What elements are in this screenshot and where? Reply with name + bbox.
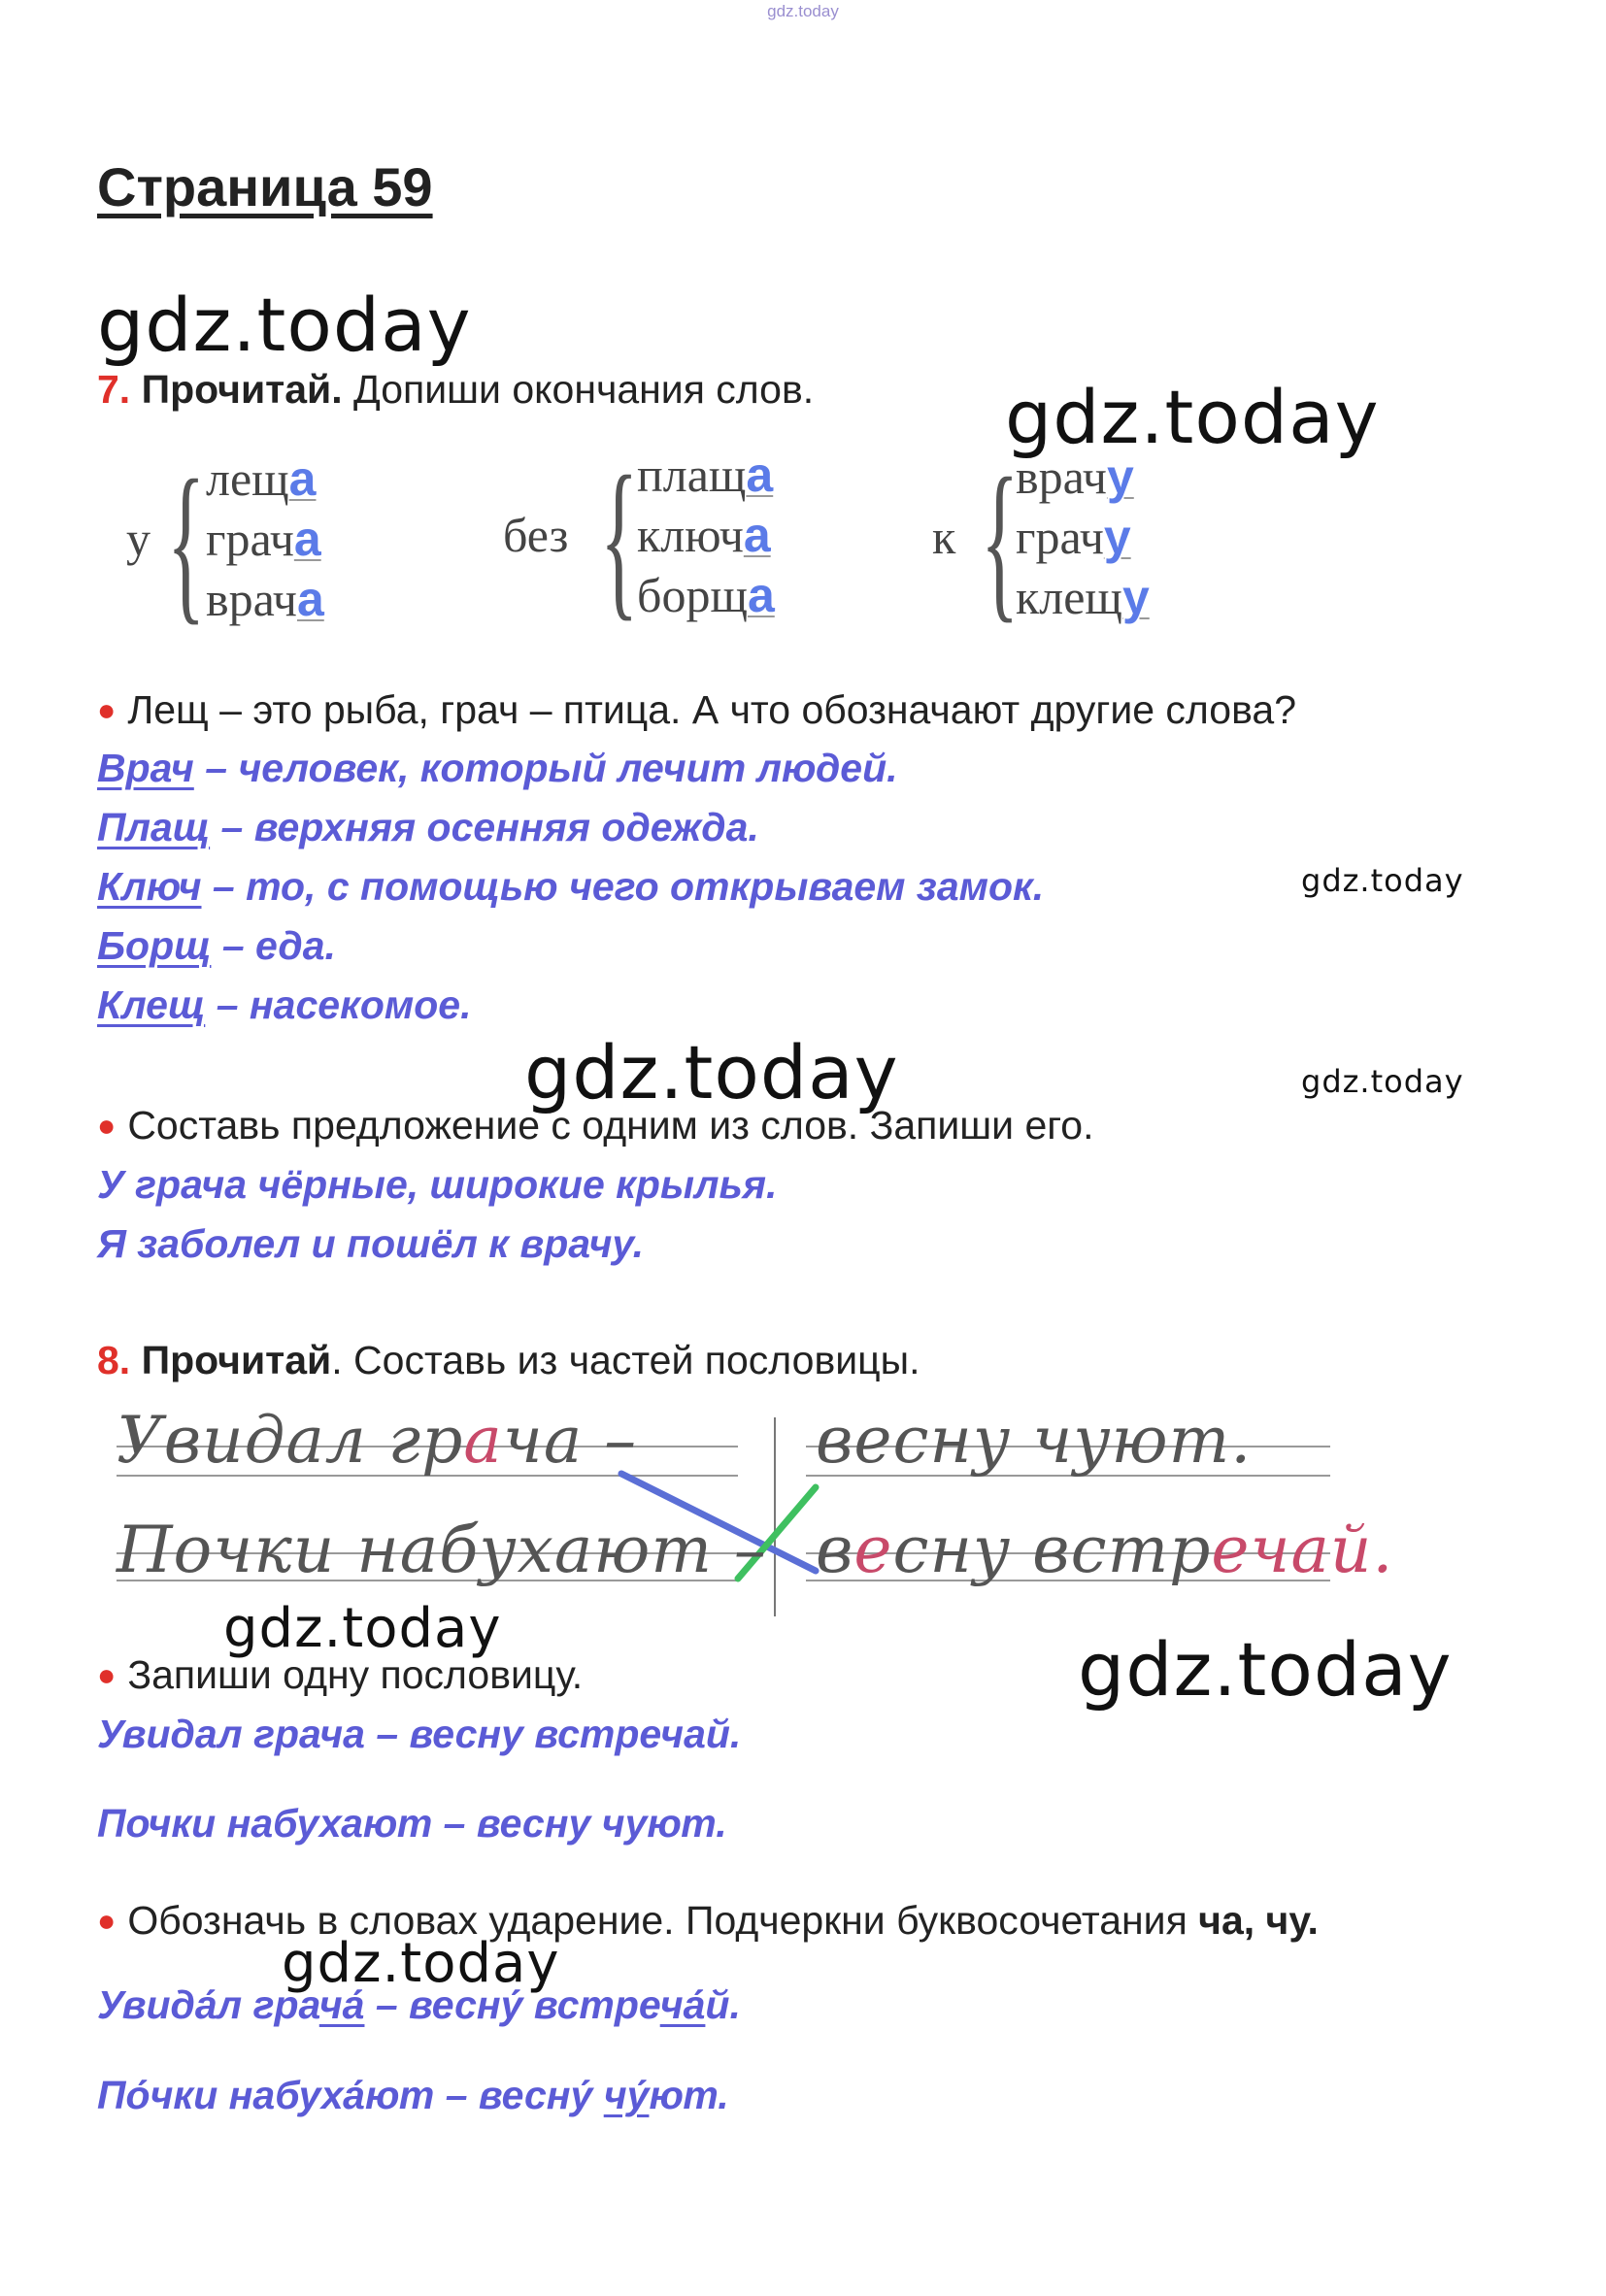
brace: { [981, 443, 1020, 638]
word-ending: а [288, 451, 317, 506]
task7-heading [97, 367, 814, 413]
word: грача [206, 512, 321, 566]
word-ending: у [1106, 449, 1134, 504]
task7-question-2 [97, 1103, 1094, 1148]
watermark: gdz.today [282, 1932, 560, 1995]
bullet-icon: ● [97, 692, 117, 727]
watermark: gdz.today [97, 282, 472, 368]
answer-line: Почки набухают – весну чуют. [97, 1801, 727, 1846]
question-text: Лещ – это рыба, грач – птица. А что обозначают другие слова? [127, 687, 1297, 732]
word: врачу [1016, 449, 1134, 504]
task-bold: Прочитай. [141, 367, 343, 412]
word-list [1016, 447, 1150, 627]
answer-line: Увидал грача – весну встречай. [97, 1712, 742, 1756]
answer-line: Врач – человек, который лечит людей. [97, 746, 898, 790]
answer-line: Увида́л грача́ – весну́ встреча́й. [97, 1982, 741, 2027]
watermark: gdz.today [524, 1029, 899, 1115]
word-ending: а [293, 512, 321, 566]
word-ending: у [1121, 570, 1150, 624]
watermark: gdz.today [223, 1597, 502, 1660]
answer-line: Борщ – еда. [97, 923, 336, 968]
proverb-part-right-2: весну встречай. [816, 1513, 1394, 1587]
bullet-icon: ● [97, 1108, 117, 1143]
answer-line: Ключ – то, с помощью чего открываем замок. [97, 864, 1045, 909]
answer-line: У грача чёрные, широкие крылья. [97, 1162, 778, 1207]
word-ending: а [296, 572, 324, 626]
bullet-icon: ● [97, 1903, 117, 1938]
watermark: gdz.today [1078, 1626, 1453, 1713]
question-text: Запиши одну пословицу. [127, 1652, 584, 1697]
word: ключа [637, 508, 771, 562]
preposition: без [503, 508, 569, 562]
answer-line: Клещ – насекомое. [97, 982, 472, 1027]
question-text: Обозначь в словах ударение. Подчеркни буквосочетания [127, 1898, 1199, 1943]
word: борща [637, 568, 775, 622]
answer-line: По́чки набуха́ют – весну́ чу́ют. [97, 2073, 729, 2117]
word: врача [206, 572, 324, 626]
question-text: Составь предложение с одним из слов. Запиши его. [127, 1103, 1094, 1148]
proverb-part-left-1: Увидал грача – [117, 1403, 638, 1478]
watermark-top: gdz.today [767, 2, 839, 20]
task-text: . Составь из частей пословицы. [331, 1338, 920, 1382]
word-ending: а [746, 448, 774, 502]
task-text: Допиши окончания слов. [342, 367, 815, 412]
preposition: у [126, 512, 151, 566]
watermark: gdz.today [1301, 1063, 1464, 1100]
task-number: 8. [97, 1338, 131, 1382]
word-ending: а [747, 568, 775, 622]
answer-line: Плащ – верхняя осенняя одежда. [97, 805, 759, 849]
word-ending: а [743, 508, 771, 562]
preposition: к [932, 510, 956, 564]
task-bold: Прочитай [141, 1338, 332, 1382]
task8-heading [97, 1338, 920, 1383]
answer-line: Я заболел и пошёл к врачу. [97, 1221, 645, 1266]
word: клещу [1016, 570, 1150, 624]
word-list [206, 449, 324, 629]
task-number: 7. [97, 367, 131, 412]
task8-question-2 [97, 1898, 1319, 1944]
brace: { [167, 445, 206, 640]
page-title: Страница 59 [97, 156, 433, 217]
proverb-part-left-2: Почки набухают – [117, 1513, 767, 1587]
word: плаща [637, 448, 774, 502]
task8-question-1 [97, 1652, 583, 1698]
watermark: gdz.today [1301, 862, 1464, 899]
word: леща [206, 451, 317, 506]
bullet-icon: ● [97, 1657, 117, 1692]
question-bold: ча, чу. [1198, 1898, 1319, 1943]
watermark: gdz.today [1005, 374, 1380, 460]
proverb-part-right-1: весну чуют. [816, 1403, 1253, 1478]
brace: { [600, 441, 639, 636]
word-list [637, 445, 775, 625]
word: грачу [1016, 510, 1131, 564]
word-ending: у [1103, 510, 1131, 564]
task7-question-1 [97, 687, 1296, 733]
